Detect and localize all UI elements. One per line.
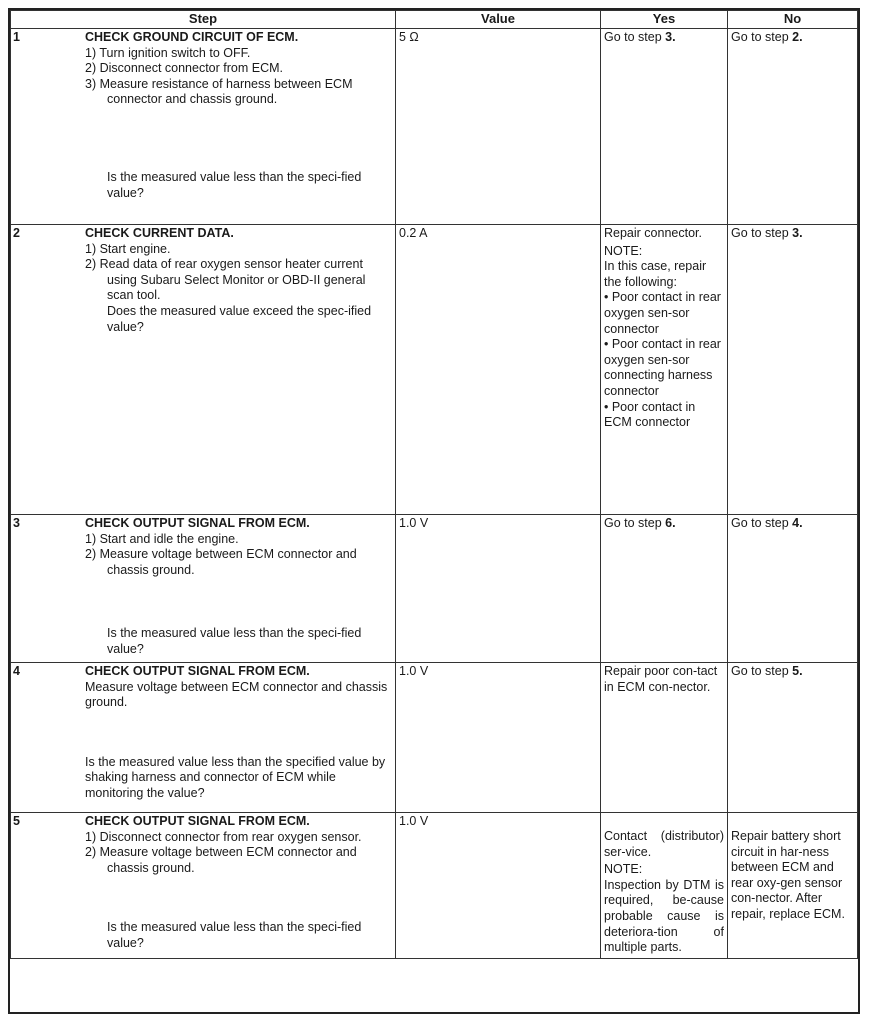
substep: 2) Disconnect connector from ECM. [85, 61, 283, 76]
table-row-step-2 [11, 225, 858, 515]
value-cell: 5 Ω [396, 29, 601, 225]
step-title: CHECK OUTPUT SIGNAL FROM ECM. [85, 664, 310, 678]
table-header-row [11, 11, 858, 29]
step-number: 2 [13, 226, 20, 240]
value-cell: 1.0 V [396, 813, 601, 959]
note-intro: Inspection by DTM is required, be-cause probable cause is deteriora-tion of multiple parts. [604, 877, 724, 955]
diagnostic-procedure-table [10, 10, 858, 959]
substep: 2) Read data of rear oxygen sensor heater current using Subaru Select Monitor or OBD-II general scan tool. [85, 257, 366, 303]
value-cell: 1.0 V [396, 663, 601, 813]
spacer [85, 711, 392, 755]
step-cell [11, 813, 396, 959]
yes-cell [601, 29, 728, 225]
diagnostic-table-page [8, 8, 860, 1014]
step-title: CHECK OUTPUT SIGNAL FROM ECM. [85, 516, 310, 530]
note-bullet: • Poor contact in ECM connector [604, 399, 696, 430]
step-number: 1 [13, 30, 20, 44]
substep: 2) Measure voltage between ECM connector and chassis ground. [85, 547, 357, 577]
yes-cell [601, 515, 728, 663]
substep: 1) Start and idle the engine. [85, 531, 239, 546]
substep: 2) Measure voltage between ECM connector and chassis ground. [85, 845, 357, 875]
no-text: Go to step [731, 30, 793, 44]
no-cell: Repair battery short circuit in har-ness between ECM and rear oxy-gen sensor con-nector. After repair, replace ECM. [728, 813, 858, 959]
step-title: CHECK OUTPUT SIGNAL FROM ECM. [85, 814, 310, 828]
step-cell [11, 515, 396, 663]
yes-text: Contact (distributor) ser-vice. [604, 829, 724, 859]
table-row-step-3 [11, 515, 858, 663]
note-bullet: • Poor contact in rear oxygen sen-sor connector [604, 290, 721, 336]
no-step-ref: 5. [792, 664, 803, 678]
step-number: 5 [13, 814, 20, 828]
yes-step-ref: 3. [665, 30, 676, 44]
value-cell: 1.0 V [396, 515, 601, 663]
yes-cell [601, 813, 728, 959]
yes-text: Go to step [604, 30, 666, 44]
no-text: Go to step [731, 516, 793, 530]
no-step-ref: 4. [792, 516, 803, 530]
step-title: CHECK CURRENT DATA. [85, 226, 234, 240]
header-no: No [728, 11, 858, 29]
no-step-ref: 3. [792, 226, 803, 240]
table-row-step-4 [11, 663, 858, 813]
spacer [85, 578, 392, 626]
note-intro: In this case, repair the following: [604, 259, 707, 289]
step-question: Is the measured value less than the speci-fied value? [107, 169, 362, 200]
step-question: Is the measured value less than the speci-fied value? [107, 626, 362, 656]
note-label: NOTE: [604, 243, 643, 258]
step-number: 4 [13, 664, 20, 678]
no-cell [728, 663, 858, 813]
step-title: CHECK GROUND CIRCUIT OF ECM. [85, 30, 299, 44]
yes-cell: Repair poor con-tact in ECM con-nector. [601, 663, 728, 813]
substep: 1) Disconnect connector from rear oxygen sensor. [85, 829, 362, 844]
value-cell: 0.2 A [396, 225, 601, 515]
step-number: 3 [13, 516, 20, 530]
yes-cell [601, 225, 728, 515]
step-cell [11, 663, 396, 813]
no-cell [728, 515, 858, 663]
step-body: Measure voltage between ECM connector and chassis ground. [85, 679, 388, 710]
step-cell [11, 29, 396, 225]
step-cell [11, 225, 396, 515]
table-row-step-5 [11, 813, 858, 959]
step-question: Does the measured value exceed the spec-ified value? [107, 303, 372, 334]
no-cell [728, 225, 858, 515]
header-yes: Yes [601, 11, 728, 29]
substep: 3) Measure resistance of harness between ECM connector and chassis ground. [85, 76, 353, 107]
step-question: Is the measured value less than the specified value by shaking harness and connector of ECM while monitoring the value? [85, 754, 386, 800]
spacer [85, 108, 392, 170]
no-cell [728, 29, 858, 225]
header-value: Value [396, 11, 601, 29]
substep: 1) Turn ignition switch to OFF. [85, 45, 251, 60]
yes-step-ref: 6. [665, 516, 676, 530]
no-text: Go to step [731, 226, 793, 240]
note-bullet: • Poor contact in rear oxygen sen-sor connecting harness connector [604, 337, 721, 398]
yes-text: Repair connector. [604, 226, 702, 240]
substep: 1) Start engine. [85, 241, 171, 256]
no-text: Go to step [731, 664, 793, 678]
header-step: Step [11, 11, 396, 29]
spacer [85, 876, 392, 920]
no-step-ref: 2. [792, 30, 803, 44]
note-label: NOTE: [604, 862, 643, 877]
yes-text: Go to step [604, 516, 666, 530]
table-row-step-1 [11, 29, 858, 225]
step-question: Is the measured value less than the speci-fied value? [107, 920, 362, 950]
